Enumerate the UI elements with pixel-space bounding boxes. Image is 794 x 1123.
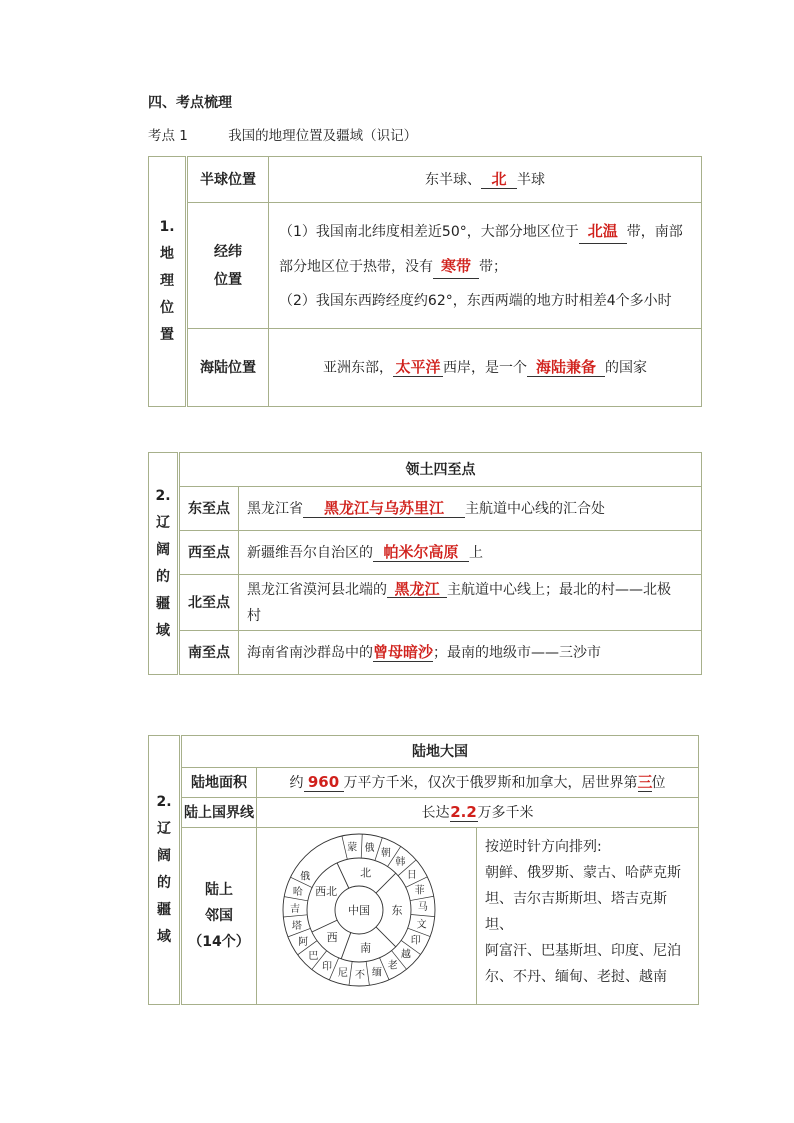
answer-south: 曾母暗沙 <box>373 638 433 666</box>
kaodian-label: 考点 1 <box>148 128 188 144</box>
section1-title: 1. 地 理 位 置 <box>149 157 187 407</box>
sealand-content: 亚洲东部， 太平洋 西岸，是一个 海陆兼备 的国家 <box>269 329 702 407</box>
wheel-neighbor-label: 吉 <box>290 904 301 916</box>
answer-frigid: 寒带 <box>433 249 479 283</box>
west-content: 新疆维吾尔自治区的 帕米尔高原 上 <box>239 531 702 575</box>
wheel-neighbor-label: 文 <box>416 919 427 931</box>
answer-area: 960 <box>304 768 344 796</box>
wheel-neighbor-label: 越 <box>400 949 411 961</box>
answer-rank: 三 <box>638 768 652 796</box>
east-content: 黑龙江省 黑龙江与乌苏里江 主航道中心线的汇合处 <box>239 487 702 531</box>
area-content: 约 960 万平方千米，仅次于俄罗斯和加拿大，居世界第三位 <box>257 768 699 798</box>
wheel-neighbor-label: 蒙 <box>347 842 358 854</box>
wheel-neighbor-label: 阿 <box>298 937 309 949</box>
wheel-neighbor-label: 不 <box>354 969 365 981</box>
kaodian-line <box>148 124 417 144</box>
wheel-direction-label: 西北 <box>315 885 338 898</box>
wheel-inner-divider <box>376 873 396 893</box>
wheel-neighbor-label: 哈 <box>292 887 303 899</box>
latlon-content: （1）我国南北纬度相差近50°，大部分地区位于 北温 带，南部 部分地区位于热带，没有 寒带 带； （2）我国东西跨经度约62°，东西两端的地方时相差4个多小时 <box>269 203 702 329</box>
extremes-header: 领土四至点 <box>179 453 702 487</box>
latlon-label: 经纬 位置 <box>187 203 269 329</box>
extremes-table <box>148 452 702 675</box>
wheel-direction-label: 北 <box>360 866 372 880</box>
neighbors-diagram-cell <box>257 828 477 1005</box>
answer-north: 黑龙江 <box>387 576 447 602</box>
wheel-neighbor-label: 尼 <box>337 967 348 979</box>
wheel-neighbor-label: 巴 <box>308 950 319 962</box>
kaodian-title: 我国的地理位置及疆域（识记） <box>228 128 418 144</box>
land-header: 陆地大国 <box>181 736 699 768</box>
wheel-neighbor-label: 菲 <box>414 885 425 897</box>
wheel-neighbor-label: 塔 <box>291 921 302 933</box>
north-content: 黑龙江省漠河县北端的 黑龙江 主航道中心线上；最北的村——北极 村 <box>239 575 702 631</box>
section3-title: 2. 辽 阔 的 疆 域 <box>149 736 181 1005</box>
west-label: 西至点 <box>179 531 239 575</box>
wheel-outer-divider <box>349 962 352 986</box>
land-table <box>148 735 699 1005</box>
answer-temperate: 北温 <box>579 214 627 248</box>
south-content: 海南省南沙群岛中的曾母暗沙；最南的地级市——三沙市 <box>239 631 702 675</box>
neighbors-label: 陆上 邻国 （14个） <box>181 828 257 1005</box>
wheel-neighbor-label: 老 <box>387 960 398 972</box>
east-label: 东至点 <box>179 487 239 531</box>
answer-hemisphere: 北 <box>481 165 517 193</box>
wheel-outer-divider <box>366 962 369 986</box>
wheel-outer-divider <box>410 896 434 900</box>
wheel-direction-label: 西 <box>326 930 338 944</box>
location-table <box>148 156 702 407</box>
wheel-center-label: 中国 <box>348 904 370 917</box>
north-label: 北至点 <box>179 575 239 631</box>
south-label: 南至点 <box>179 631 239 675</box>
neighbors-wheel-diagram <box>257 828 475 994</box>
answer-east: 黑龙江与乌苏里江 <box>303 494 465 522</box>
area-label: 陆地面积 <box>181 768 257 798</box>
wheel-outer-divider <box>411 915 435 917</box>
border-content: 长达2.2万多千米 <box>257 798 699 828</box>
answer-border: 2.2 <box>450 798 478 826</box>
wheel-outer-divider <box>283 915 307 917</box>
section-heading: 四、考点梳理 <box>148 95 232 111</box>
wheel-neighbor-label: 俄 <box>364 842 375 854</box>
wheel-neighbor-label: 俄 <box>300 871 311 883</box>
wheel-direction-label: 南 <box>360 941 372 955</box>
answer-ocean: 太平洋 <box>393 353 443 381</box>
wheel-neighbor-label: 日 <box>406 869 417 881</box>
wheel-neighbor-label: 印 <box>322 961 332 973</box>
answer-west: 帕米尔高原 <box>373 538 469 566</box>
wheel-neighbor-label: 朝 <box>380 847 391 859</box>
answer-sealand: 海陆兼备 <box>527 353 605 381</box>
border-label: 陆上国界线 <box>181 798 257 828</box>
neighbors-list: 按逆时针方向排列: 朝鲜、俄罗斯、蒙古、哈萨克斯 坦、吉尔吉斯斯坦、塔吉克斯坦、 阿富汗、巴基斯坦、印度、尼泊 尔、不丹、缅甸、老挝、越南 <box>477 828 699 1005</box>
sealand-label: 海陆位置 <box>187 329 269 407</box>
hemisphere-label: 半球位置 <box>187 157 269 203</box>
wheel-neighbor-label: 韩 <box>395 857 406 869</box>
wheel-inner-divider <box>337 863 349 888</box>
hemisphere-content: 东半球、 北 半球 <box>269 157 702 203</box>
wheel-neighbor-label: 马 <box>417 902 428 914</box>
wheel-neighbor-label: 缅 <box>371 967 382 979</box>
wheel-inner-divider <box>376 927 396 947</box>
wheel-outer-divider <box>361 834 362 858</box>
wheel-inner-divider <box>341 933 351 959</box>
wheel-neighbor-label: 印 <box>410 935 421 947</box>
section2-title: 2. 辽 阔 的 疆 域 <box>149 453 179 675</box>
wheel-direction-label: 东 <box>391 904 403 917</box>
